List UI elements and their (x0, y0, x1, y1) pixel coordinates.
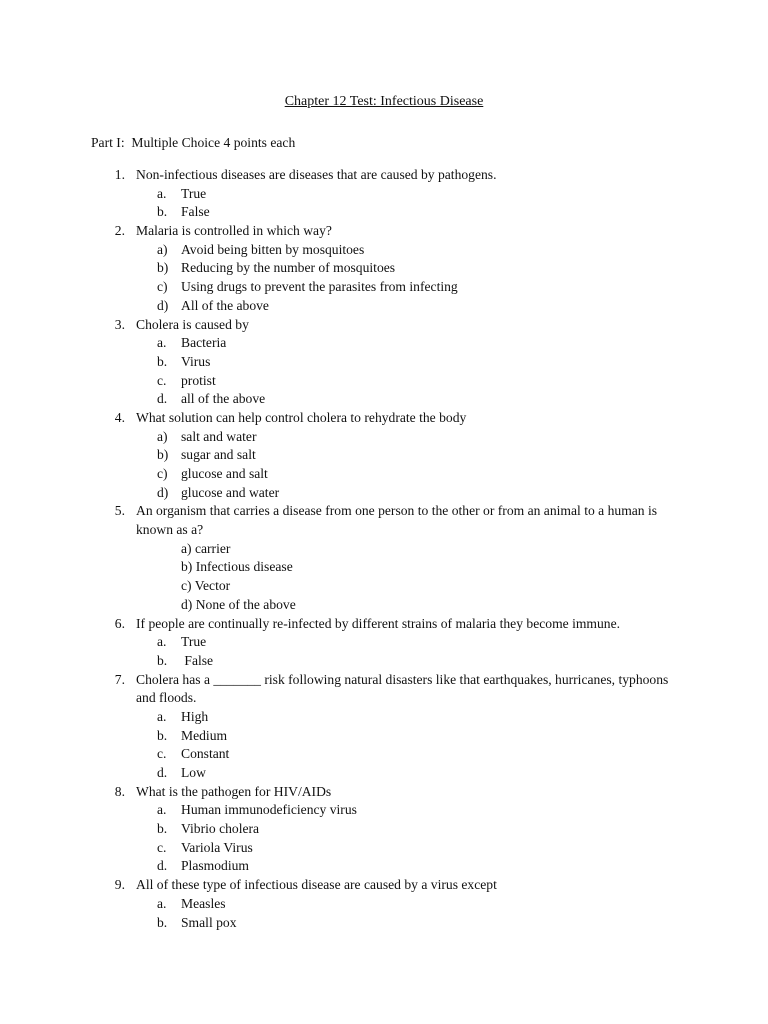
option-label: a) (157, 428, 168, 444)
question-8 (0, 783, 768, 876)
option-a (0, 540, 768, 559)
question-4 (0, 409, 768, 502)
option-label: c. (157, 372, 167, 388)
question-text: If people are continually re-infected by different strains of malaria they become immune. (136, 615, 621, 631)
option-label: a. (157, 335, 167, 351)
question-2 (0, 222, 768, 315)
question-text-line-2: known as a? (136, 522, 204, 538)
question-7 (0, 671, 768, 783)
question-number: 4. (114, 409, 125, 425)
option-text: d) None of the above (181, 596, 296, 612)
option-label: c. (157, 746, 167, 762)
option-b (0, 652, 768, 671)
option-d (0, 484, 768, 503)
option-label: b. (157, 821, 168, 837)
option-label: b. (157, 204, 168, 220)
question-number: 7. (114, 671, 125, 687)
option-text: protist (181, 372, 216, 388)
question-text: Malaria is controlled in which way? (136, 223, 332, 239)
question-number: 1. (114, 167, 125, 182)
option-label: d. (157, 858, 168, 874)
option-d (0, 390, 768, 409)
question-text: Non-infectious diseases are diseases that are caused by pathogens. (136, 167, 497, 182)
option-text: Vibrio cholera (181, 821, 260, 837)
option-d (0, 857, 768, 876)
option-label: b. (157, 652, 168, 668)
option-text: glucose and water (181, 484, 280, 500)
part-heading: Part I: Multiple Choice 4 points each (91, 135, 296, 150)
option-b (0, 203, 768, 222)
option-b (0, 353, 768, 372)
question-text: What is the pathogen for HIV/AIDs (136, 783, 332, 799)
option-label: d. (157, 391, 168, 407)
option-c (0, 278, 768, 297)
option-text: False (181, 204, 210, 220)
option-text: Virus (181, 353, 211, 369)
option-text: Reducing by the number of mosquitoes (181, 260, 396, 276)
question-text: What solution can help control cholera to rehydrate the body (136, 409, 467, 425)
option-label: b. (157, 727, 168, 743)
option-b (0, 914, 768, 933)
option-text: All of the above (181, 297, 269, 313)
option-label: a) (157, 241, 168, 257)
option-label: c) (157, 466, 168, 481)
option-d (0, 596, 768, 615)
option-label: a. (157, 185, 167, 201)
option-a (0, 801, 768, 820)
option-label: b) (157, 260, 169, 276)
question-text: All of these type of infectious disease are caused by a virus except (136, 877, 497, 893)
question-list (0, 166, 768, 932)
option-text: Avoid being bitten by mosquitoes (181, 241, 365, 257)
option-text: glucose and salt (181, 466, 268, 481)
option-d (0, 297, 768, 316)
option-b (0, 727, 768, 746)
option-b (0, 558, 768, 577)
option-a (0, 334, 768, 353)
option-text: Constant (181, 746, 230, 762)
question-text-line-1: An organism that carries a disease from one person to the other or from an animal to a human is (136, 503, 658, 519)
option-label: d) (157, 484, 169, 500)
option-label: c. (157, 839, 167, 855)
option-text: salt and water (181, 428, 257, 444)
option-text: High (181, 708, 209, 724)
option-a (0, 708, 768, 727)
question-number: 8. (114, 783, 125, 799)
option-c (0, 465, 768, 484)
question-3 (0, 316, 768, 409)
option-text: True (181, 185, 207, 201)
question-number: 9. (114, 877, 125, 893)
option-text: b) Infectious disease (181, 559, 293, 575)
option-text: Measles (181, 895, 226, 911)
option-a (0, 241, 768, 260)
option-label: b. (157, 914, 168, 930)
option-text: c) Vector (181, 578, 231, 594)
question-text-line-2: and floods. (136, 690, 197, 706)
option-label: a. (157, 708, 167, 724)
test-title: Chapter 12 Test: Infectious Disease (284, 94, 484, 109)
option-label: b) (157, 447, 169, 463)
option-a (0, 185, 768, 204)
question-number: 6. (114, 615, 125, 631)
question-9 (0, 876, 768, 932)
option-b (0, 446, 768, 465)
option-text: Low (181, 765, 206, 780)
option-label: d. (157, 765, 168, 780)
question-text: Cholera is caused by (136, 316, 249, 332)
option-text: Plasmodium (181, 858, 249, 874)
option-label: a. (157, 802, 167, 818)
option-text: all of the above (181, 391, 266, 407)
option-a (0, 428, 768, 447)
option-label: a. (157, 634, 167, 650)
option-d (0, 764, 768, 783)
question-number: 3. (114, 316, 125, 332)
option-c (0, 745, 768, 764)
option-text: Variola Virus (181, 839, 253, 855)
option-c (0, 372, 768, 391)
option-text: True (181, 634, 207, 650)
option-c (0, 577, 768, 596)
option-b (0, 259, 768, 278)
question-5 (0, 502, 768, 614)
question-number: 2. (114, 223, 125, 239)
question-text-line-1: Cholera has a _______ risk following natural disasters like that earthquakes, hurricanes, typhoons (136, 671, 669, 687)
question-6 (0, 615, 768, 671)
option-a (0, 895, 768, 914)
option-text: sugar and salt (181, 447, 256, 463)
question-number: 5. (114, 503, 125, 519)
option-text: Human immunodeficiency virus (181, 802, 357, 818)
question-1 (0, 166, 768, 222)
option-text: Using drugs to prevent the parasites from infecting (181, 279, 458, 295)
option-text: Bacteria (181, 335, 227, 351)
option-c (0, 839, 768, 858)
option-label: d) (157, 297, 169, 313)
option-a (0, 633, 768, 652)
option-text: Medium (181, 727, 228, 743)
option-label: c) (157, 279, 168, 295)
option-text: Small pox (181, 914, 237, 930)
option-text: False (181, 652, 214, 668)
option-text: a) carrier (181, 540, 231, 556)
option-label: b. (157, 353, 168, 369)
option-label: a. (157, 895, 167, 911)
option-b (0, 820, 768, 839)
